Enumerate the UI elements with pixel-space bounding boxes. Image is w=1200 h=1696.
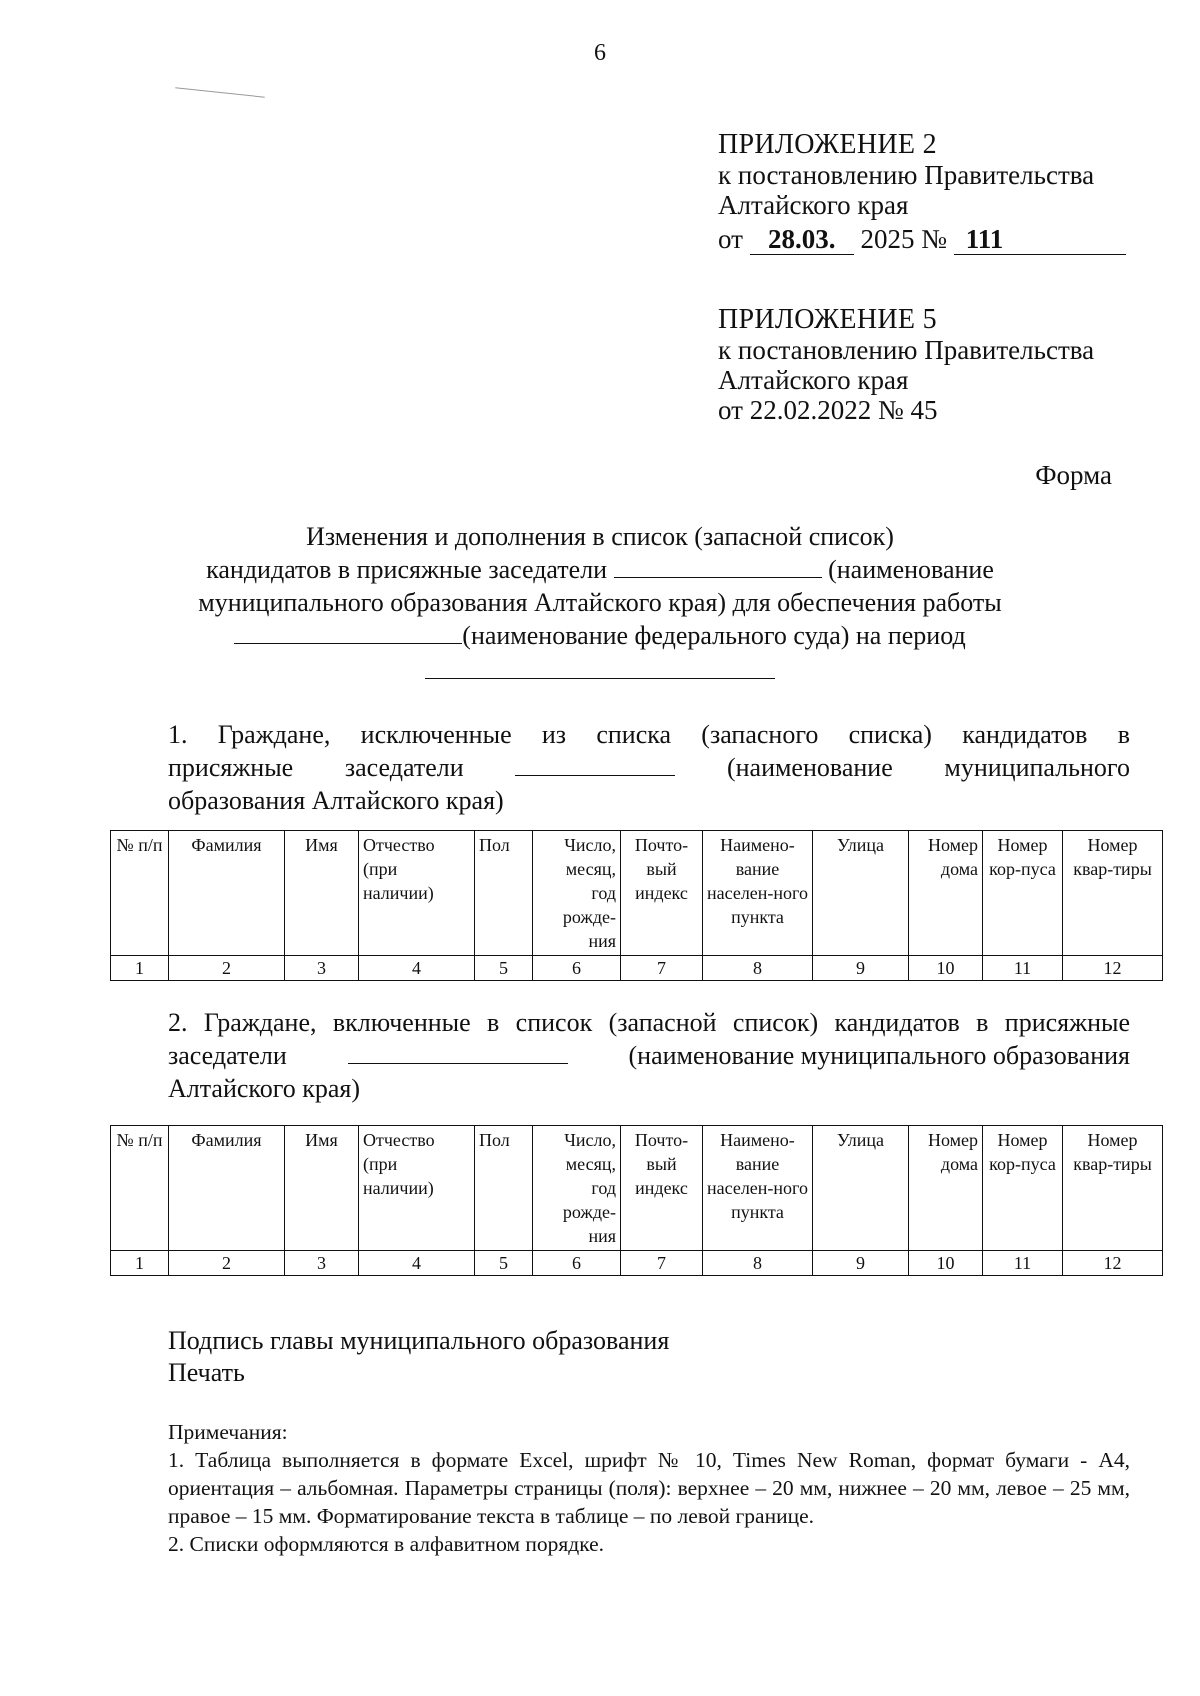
column-header: Отчество (при наличии) (359, 831, 475, 956)
column-header: Наимено-вание населен-ного пункта (703, 1126, 813, 1251)
column-header: Улица (813, 1126, 909, 1251)
municipality-blank[interactable] (614, 555, 822, 578)
section1-line3: образования Алтайского края) (168, 786, 504, 815)
decree-year: 2025 (860, 224, 915, 254)
heading-line4-text: (наименование федерального суда) на период (462, 621, 966, 650)
column-number: 8 (703, 1251, 813, 1276)
column-number: 5 (475, 1251, 533, 1276)
appendix-current-title: ПРИЛОЖЕНИЕ 2 (718, 129, 937, 160)
period-blank[interactable] (425, 656, 775, 679)
column-number: 3 (285, 1251, 359, 1276)
column-header: Номер квар-тиры (1063, 1126, 1163, 1251)
column-number: 12 (1063, 956, 1163, 981)
excluded-table-header-row (111, 831, 1163, 956)
section2-blank[interactable] (348, 1041, 568, 1064)
heading-line1: Изменения и дополнения в список (запасной список) (306, 522, 894, 551)
column-number: 4 (359, 1251, 475, 1276)
section1-text (168, 718, 1130, 817)
column-header: Почто-вый индекс (621, 831, 703, 956)
appendix-old-line2: Алтайского края (718, 365, 909, 395)
column-header: Число, месяц, год рожде-ния (533, 831, 621, 956)
section1-word-d: муниципального (944, 753, 1130, 782)
section2-word-b: (наименование муниципального образования (628, 1041, 1130, 1070)
section2-line1: 2. Граждане, включенные в список (запасной список) кандидатов в присяжные (168, 1008, 1130, 1037)
column-header: Номер квар-тиры (1063, 831, 1163, 956)
column-number: 5 (475, 956, 533, 981)
section1-blank[interactable] (515, 753, 675, 776)
section2-word-a: заседатели (168, 1041, 287, 1070)
heading-line2 (100, 553, 1100, 586)
form-heading (100, 520, 1100, 687)
column-number: 11 (983, 1251, 1063, 1276)
appendix-old (718, 305, 1094, 425)
column-number: 8 (703, 956, 813, 981)
heading-line4 (100, 619, 1100, 652)
column-header: Почто-вый индекс (621, 1126, 703, 1251)
column-number: 6 (533, 956, 621, 981)
column-header: Имя (285, 1126, 359, 1251)
column-header: Наимено-вание населен-ного пункта (703, 831, 813, 956)
included-table-number-row (111, 1251, 1163, 1276)
section1-word-a: присяжные (168, 753, 294, 782)
column-header: № п/п (111, 831, 169, 956)
column-header: Отчество (при наличии) (359, 1126, 475, 1251)
appendix-old-title: ПРИЛОЖЕНИЕ 5 (718, 304, 937, 335)
heading-line2-note: (наименование (828, 555, 994, 584)
column-number: 9 (813, 956, 909, 981)
appendix-current-line2: Алтайского края (718, 190, 909, 220)
column-number: 6 (533, 1251, 621, 1276)
column-number: 1 (111, 1251, 169, 1276)
column-header: Пол (475, 1126, 533, 1251)
signature-label: Подпись главы муниципального образования (168, 1326, 670, 1355)
heading-line2-text: кандидатов в присяжные заседатели (206, 555, 608, 584)
decree-date: 28.03. (750, 224, 854, 255)
note-item: 2. Списки оформляются в алфавитном порядке. (168, 1532, 605, 1556)
excluded-table-number-row (111, 956, 1163, 981)
appendix-old-line1: к постановлению Правительства (718, 335, 1095, 365)
decree-number: 111 (954, 224, 1126, 255)
column-number: 3 (285, 956, 359, 981)
column-number: 11 (983, 956, 1063, 981)
note-item: 1. Таблица выполняется в формате Excel, шрифт № 10, Times New Roman, формат бумаги - А4, ориентация – альбомная. Параметры страницы (поля): верхнее – 20 мм, нижнее – 20 мм, левое – 25 мм, правое – 15 мм. Форматирование текста в таблице – по левой границе. (168, 1448, 1130, 1528)
column-header: Пол (475, 831, 533, 956)
page-number: 6 (594, 40, 606, 66)
section2-text (168, 1006, 1130, 1105)
column-number: 12 (1063, 1251, 1163, 1276)
column-header: Имя (285, 831, 359, 956)
appendix-current-line1: к постановлению Правительства (718, 160, 1095, 190)
period-line (100, 654, 1100, 687)
column-header: Номер дома (909, 1126, 983, 1251)
column-number: 4 (359, 956, 475, 981)
column-header: Номер кор-пуса (983, 1126, 1063, 1251)
appendix-current (718, 130, 1126, 255)
column-header: Фамилия (169, 831, 285, 956)
form-label: Форма (1035, 460, 1112, 490)
section1-word-b: заседатели (344, 753, 464, 782)
column-number: 1 (111, 956, 169, 981)
column-header: Число, месяц, год рожде-ния (533, 1126, 621, 1251)
signature-block (168, 1325, 669, 1389)
excluded-citizens-table (110, 830, 1163, 981)
section1-line1: 1. Граждане, исключенные из списка (запасного списка) кандидатов в (168, 720, 1130, 749)
column-number: 10 (909, 956, 983, 981)
column-number: 7 (621, 956, 703, 981)
column-number: 9 (813, 1251, 909, 1276)
from-label: от (718, 224, 743, 254)
column-number: 2 (169, 956, 285, 981)
section2-line2 (168, 1039, 1130, 1072)
column-header: Фамилия (169, 1126, 285, 1251)
column-number: 10 (909, 1251, 983, 1276)
section1-word-c: (наименование (726, 753, 893, 782)
column-number: 2 (169, 1251, 285, 1276)
notes (168, 1418, 1130, 1558)
appendix-old-line3: от 22.02.2022 № 45 (718, 395, 938, 425)
notes-title: Примечания: (168, 1420, 288, 1444)
included-table-header-row (111, 1126, 1163, 1251)
appendix-current-date-line (718, 224, 1126, 255)
included-citizens-table (110, 1125, 1163, 1276)
heading-line3: муниципального образования Алтайского края) для обеспечения работы (198, 588, 1002, 617)
scan-artifact (175, 87, 265, 97)
column-header: Номер кор-пуса (983, 831, 1063, 956)
number-label: № (921, 224, 947, 254)
section2-line3: Алтайского края) (168, 1074, 361, 1103)
column-header: Номер дома (909, 831, 983, 956)
section1-line2 (168, 751, 1130, 784)
column-number: 7 (621, 1251, 703, 1276)
column-header: № п/п (111, 1126, 169, 1251)
column-header: Улица (813, 831, 909, 956)
seal-label: Печать (168, 1358, 245, 1387)
court-blank[interactable] (234, 621, 462, 644)
